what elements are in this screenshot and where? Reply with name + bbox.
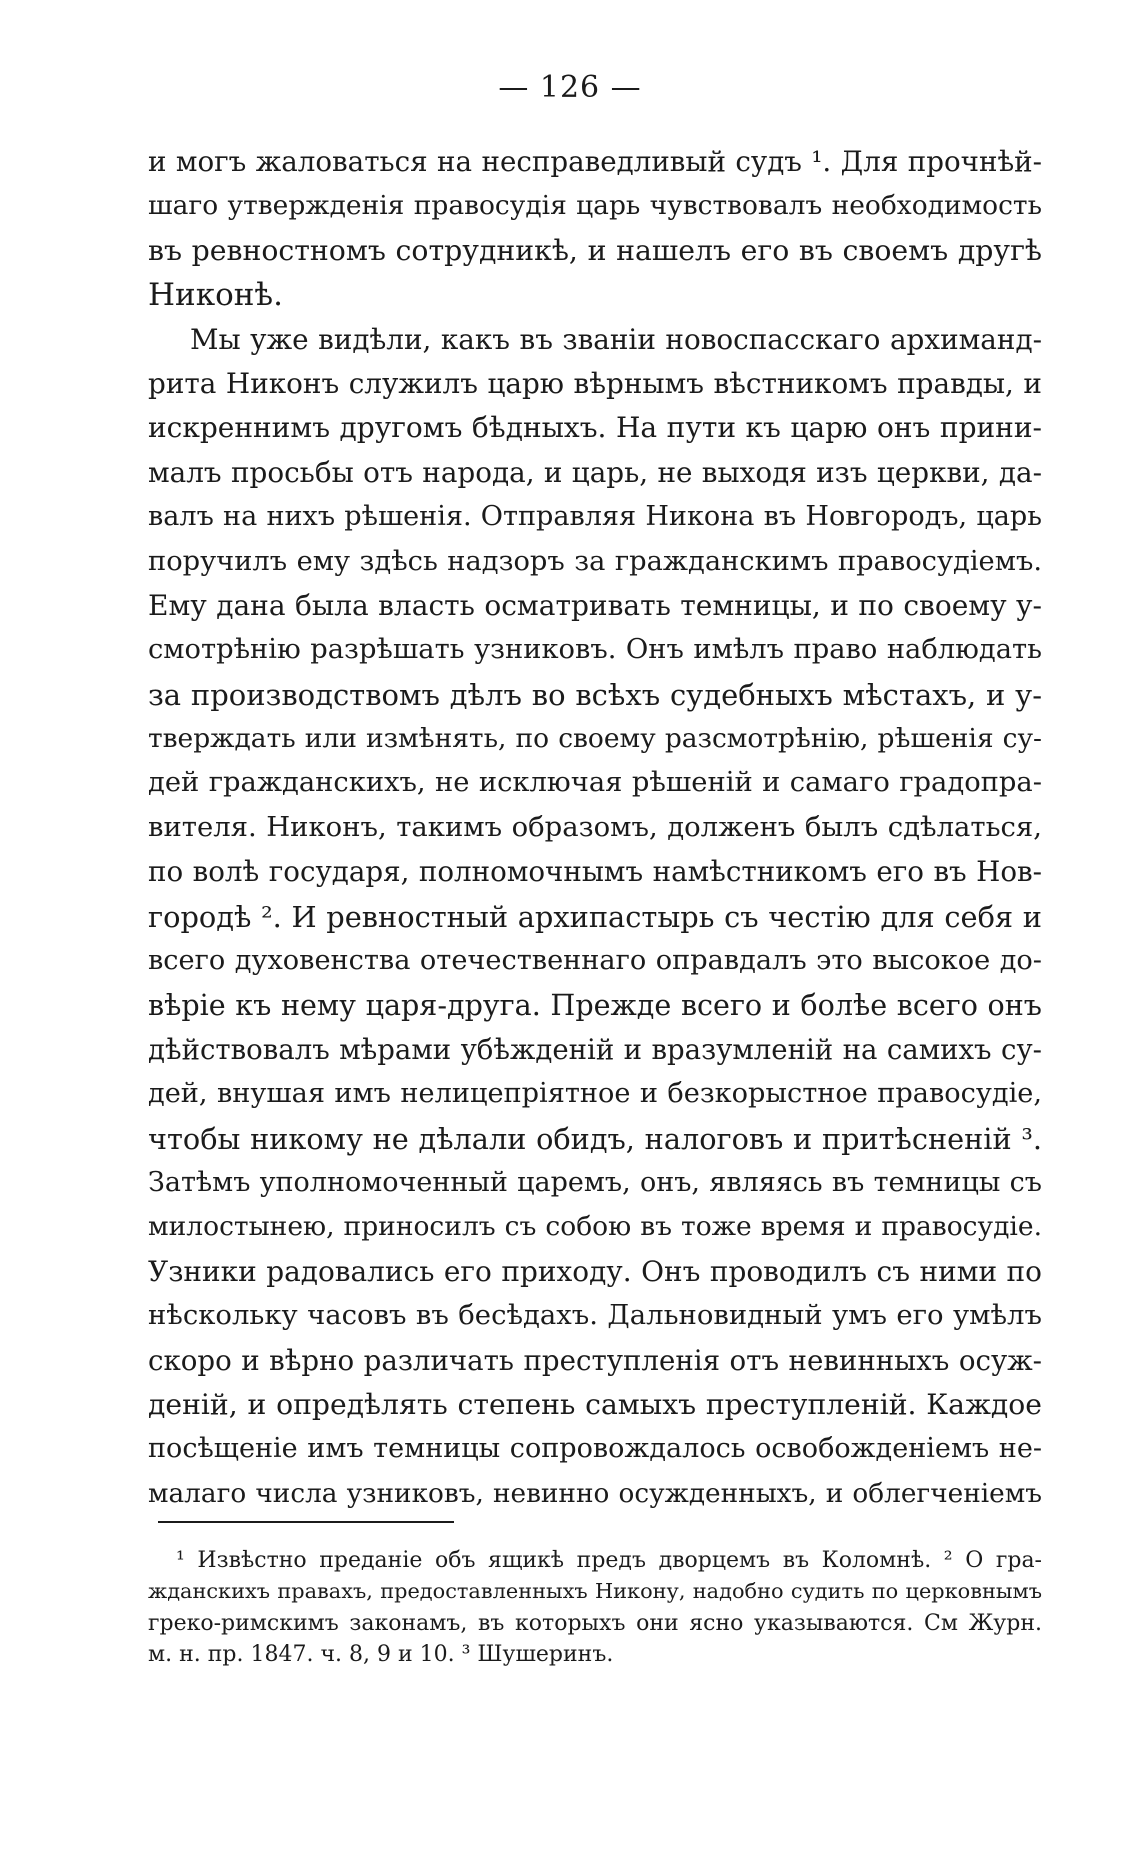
footnote-line: ¹ Извѣстно преданіе объ ящикѣ предъ дворцемъ въ Коломнѣ. ² О гра- xyxy=(176,1548,1042,1573)
text-line: тверждать или измѣнять, по своему разсмотрѣнію, рѣшенія су- xyxy=(148,723,1042,755)
text-line: Затѣмъ уполномоченный царемъ, онъ, являясь въ темницы съ xyxy=(148,1166,1042,1198)
text-line: вѣріе къ нему царя-друга. Прежде всего и болѣе всего онъ xyxy=(148,988,1042,1023)
body-text xyxy=(148,140,1042,1516)
text-line: деній, и опредѣлять степень самыхъ преступленій. Каждое xyxy=(148,1387,1042,1421)
text-line: милостынею, приносилъ съ собою въ тоже время и правосудіе. xyxy=(148,1211,1042,1243)
text-line: шаго утвержденія правосудія царь чувствовалъ необходимость xyxy=(148,190,1042,222)
footnote-line: греко-римскимъ законамъ, въ которыхъ они ясно указываются. См Журн. xyxy=(148,1610,1042,1636)
text-line: дей, внушая имъ нелицепріятное и безкорыстное правосудіе, xyxy=(148,1078,1042,1110)
text-line: Узники радовались его приходу. Онъ проводилъ съ ними по xyxy=(148,1254,1042,1288)
text-line: Никонѣ. xyxy=(148,277,283,314)
paragraph-start-line: Мы уже видѣли, какъ въ званіи новоспасскаго архиманд- xyxy=(190,322,1042,356)
text-line: рита Никонъ служилъ царю вѣрнымъ вѣстникомъ правды, и xyxy=(148,366,1042,400)
text-line: валъ на нихъ рѣшенія. Отправляя Никона въ Новгородъ, царь xyxy=(148,501,1042,533)
text-line: нѣскольку часовъ въ бесѣдахъ. Дальновидный умъ его умѣлъ xyxy=(148,1300,1042,1332)
text-line: всего духовенства отечественнаго оправдалъ это высокое до- xyxy=(148,945,1042,977)
text-line: искреннимъ другомъ бѣдныхъ. На пути къ царю онъ прини- xyxy=(148,411,1042,445)
text-line: поручилъ ему здѣсь надзоръ за гражданскимъ правосудіемъ. xyxy=(148,545,1042,577)
footnotes xyxy=(148,1545,1042,1670)
text-line: и могъ жаловаться на несправедливый судъ ¹. Для прочнѣй- xyxy=(148,145,1042,178)
text-line: малаго числа узниковъ, невинно осужденныхъ, и облегченіемъ xyxy=(148,1478,1042,1509)
text-line: смотрѣнію разрѣшать узниковъ. Онъ имѣлъ право наблюдать xyxy=(148,634,1042,666)
text-line: вителя. Никонъ, такимъ образомъ, долженъ былъ сдѣлаться, xyxy=(148,811,1042,843)
footnote-line: м. н. пр. 1847. ч. 8, 9 и 10. ³ Шушеринъ. xyxy=(148,1641,614,1667)
text-line: Ему дана была власть осматривать темницы, и по своему у- xyxy=(148,588,1042,622)
footnote-divider xyxy=(158,1521,454,1523)
text-line: въ ревностномъ сотрудникѣ, и нашелъ его въ своемъ другѣ xyxy=(148,233,1042,267)
text-line: чтобы никому не дѣлали обидъ, налоговъ и притѣсненій ³. xyxy=(148,1121,1042,1156)
page-number: — 126 — xyxy=(498,70,642,105)
text-line: городѣ ². И ревностный архипастырь съ честію для себя и xyxy=(148,899,1042,934)
footnote-line: жданскихъ правахъ, предоставленныхъ Никону, надобно судить по церковнымъ xyxy=(148,1579,1042,1604)
text-line: посѣщеніе имъ темницы сопровождалось освобожденіемъ не- xyxy=(148,1433,1042,1465)
text-line: дей гражданскихъ, не исключая рѣшеній и самаго градопра- xyxy=(148,767,1042,799)
text-line: дѣйствовалъ мѣрами убѣжденій и вразумленій на самихъ су- xyxy=(148,1032,1042,1066)
text-line: за производствомъ дѣлъ во всѣхъ судебныхъ мѣстахъ, и у- xyxy=(148,677,1042,712)
text-line: скоро и вѣрно различать преступленія отъ невинныхъ осуж- xyxy=(148,1343,1042,1377)
text-line: малъ просьбы отъ народа, и царь, не выходя изъ церкви, да- xyxy=(148,455,1042,489)
text-line: по волѣ государя, полномочнымъ намѣстникомъ его въ Нов- xyxy=(148,855,1042,889)
